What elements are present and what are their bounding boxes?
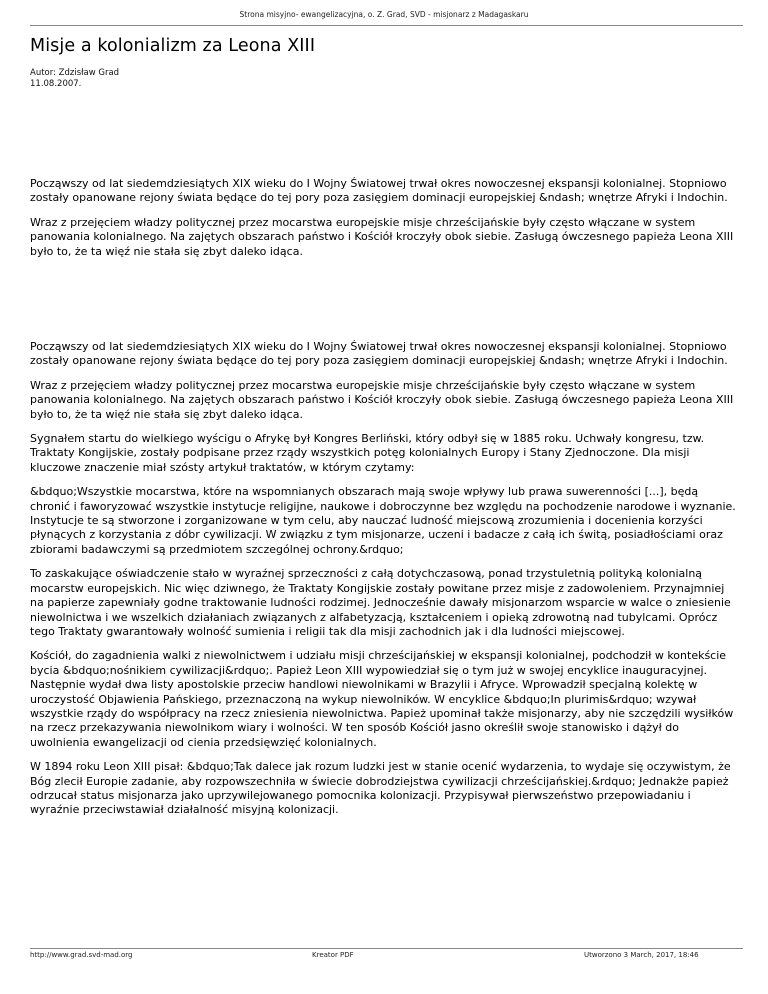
footer-url: http://www.grad.svd-mad.org (30, 951, 133, 959)
paragraph: Sygnałem startu do wielkiego wyścigu o Afrykę był Kongres Berliński, który odbył się w 1885 roku. Uchwały kongresu, tzw. Traktaty Kongijskie, zostały podpisane przez rządy wszystkich potęg kolonialnych Europy i Stany Zjednoczone. Dla misji kluczowe znaczenie miał szósty artykuł traktatów, w którym czytamy: (30, 432, 705, 474)
quote-paragraph: &bdquo;Wszystkie mocarstwa, które na wspomnianych obszarach mają swoje wpływy lub prawa suwerenności [...], będą chronić i faworyzować wszystkie instytucje religijne, naukowe i dobroczynne bez względu na pochodzenie narodowe i wyznanie. Instytucje te są stworzone i zorganizowane w tym celu, aby nauczać ludność miejscową zrozumienia i docenienia korzyści płynących z korzystania z dóbr cywilizacji. W związku z tym misjonarze, uczeni i badacze z całą ich świtą, posiadłościami oraz zbiorami badawczymi są przedmiotem szczególnej ochrony.&rdquo; (30, 485, 736, 556)
paragraph: Począwszy od lat siedemdziesiątych XIX wieku do I Wojny Światowej trwał okres nowoczesnej ekspansji kolonialnej. Stopniowo zostały opanowane rejony świata będące do tej pory poza zasięgiem dominacji europejskiej &ndash; wnętrze Afryki i Indochin. (30, 340, 728, 368)
footer-generator: Kreator PDF (312, 951, 354, 959)
paragraph: Wraz z przejęciem władzy politycznej przez mocarstwa europejskie misje chrześcijańskie były często włączane w system panowania kolonialnego. Na zajętych obszarach państwo i Kościół kroczyły obok siebie. Zasługą ówczesnego papieża Leona XIII było to, że ta więź nie stała się zbyt daleko idąca. (30, 378, 734, 421)
publish-date: 11.08.2007. (30, 79, 82, 89)
paragraph: Począwszy od lat siedemdziesiątych XIX wieku do I Wojny Światowej trwał okres nowoczesnej ekspansji kolonialnej. Stopniowo zostały opanowane rejony świata będące do tej pory poza zasięgiem dominacji europejskiej &ndash; wnętrze Afryki i Indochin. (30, 177, 728, 205)
article-meta (30, 68, 119, 90)
paragraph: Wraz z przejęciem władzy politycznej przez mocarstwa europejskie misje chrześcijańskie były często włączane w system panowania kolonialnego. Na zajętych obszarach państwo i Kościół kroczyły obok siebie. Zasługą ówczesnego papieża Leona XIII było to, że ta więź nie stała się zbyt daleko idąca. (30, 215, 734, 258)
article-intro (30, 177, 738, 269)
footer-divider (30, 948, 743, 949)
paragraph: To zaskakujące oświadczenie stało w wyraźnej sprzeczności z całą dotychczasową, ponad trzystuletnią polityką kolonialną mocarstw europejskich. Nic więc dziwnego, że Traktaty Kongijskie zostały powitane przez misje z zadowoleniem. Przynajmniej na papierze zapewniały godne traktowanie ludności rodzimej. Jednocześnie dawały misjonarzom wsparcie w walce o zniesienie niewolnictwa i we wszelkich działaniach związanych z alfabetyzacją, kształceniem i opieką zdrowotną nad tubylcami. Oprócz tego Traktaty gwarantowały wolność sumienia i religii tak dla misji zachodnich jak i dla ludności miejscowej. (30, 567, 731, 638)
article-title: Misje a kolonializm za Leona XIII (30, 36, 316, 56)
article-body (30, 340, 738, 828)
paragraph: Kościół, do zagadnienia walki z niewolnictwem i udziału misji chrześcijańskiej w ekspansji kolonialnej, podchodził w kontekście bycia &bdquo;nośnikiem cywilizacji&rdquo;. Papież Leon XIII wypowiedział się o tym już w swojej encyklice inauguracyjnej. Następnie wydał dwa listy apostolskie przeciw handlowi niewolnikami w Brazylii i Afryce. Wprowadził specjalną kolektę w uroczystość Objawienia Pańskiego, przeznaczoną na wykup niewolników. W encyklice &bdquo;In plurimis&rdquo; wzywał wszystkie rządy do współpracy na rzecz zniesienia niewolnictwa. Papież upominał także misjonarzy, aby nie szczędzili wysiłków na rzecz przekazywania niewolnikom wiary i wolności. W ten sposób Kościół jasno określił swoje stanowisko i dążył do uwolnienia ewangelizacji od cienia przedsięwzięć kolonialnych. (30, 649, 734, 749)
footer-created: Utworzono 3 March, 2017, 18:46 (584, 951, 699, 959)
header-divider (30, 25, 743, 26)
paragraph: W 1894 roku Leon XIII pisał: &bdquo;Tak dalece jak rozum ludzki jest w stanie ocenić wydarzenia, to wydaje się oczywistym, że Bóg zlecił Europie zadanie, aby rozpowszechniła w świecie dobrodziejstwa cywilizacji chrześcijańskiej.&rdquo; Jednakże papież odrzucał status misjonarza jako uprzywilejowanego pomocnika kolonizacji. Przypisywał pierwszeństwo przepowiadaniu i wyraźnie przeciwstawiał działalność misyjną kolonizacji. (30, 760, 731, 817)
author-line: Autor: Zdzisław Grad (30, 68, 120, 78)
page-header: Strona misyjno- ewangelizacyjna, o. Z. Grad, SVD - misjonarz z Madagaskaru (239, 10, 529, 19)
